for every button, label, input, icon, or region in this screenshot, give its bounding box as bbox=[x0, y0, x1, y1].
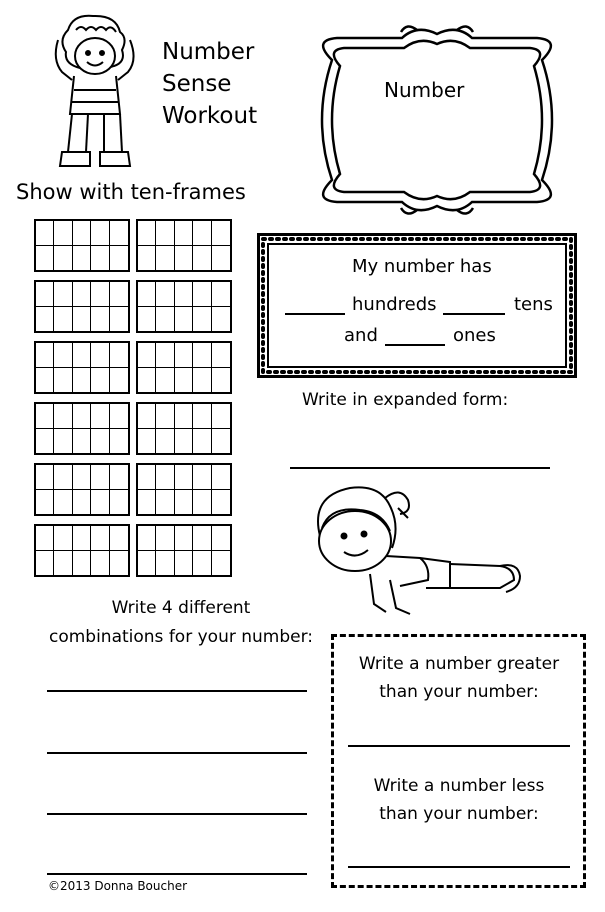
less-answer-line[interactable] bbox=[348, 866, 570, 868]
and-label: and bbox=[344, 325, 378, 346]
ten-frame[interactable] bbox=[136, 280, 232, 333]
title-line-1: Number bbox=[162, 39, 255, 65]
copyright-text: ©2013 Donna Boucher bbox=[48, 879, 188, 893]
expanded-form-prompt: Write in expanded form: bbox=[302, 390, 509, 410]
ten-frame[interactable] bbox=[136, 402, 232, 455]
combinations-prompt-line-2: combinations for your number: bbox=[48, 627, 314, 647]
combination-answer-line-1[interactable] bbox=[47, 690, 307, 692]
ten-frame[interactable] bbox=[34, 402, 130, 455]
frame-label: Number bbox=[384, 78, 465, 102]
ten-frame[interactable] bbox=[34, 524, 130, 577]
ten-frame[interactable] bbox=[136, 341, 232, 394]
ten-frame[interactable] bbox=[34, 341, 130, 394]
greater-prompt bbox=[340, 650, 578, 706]
ten-frames-heading: Show with ten-frames bbox=[16, 180, 246, 204]
ten-frame[interactable] bbox=[34, 463, 130, 516]
greater-prompt-line-2: than your number: bbox=[379, 682, 539, 702]
tens-blank[interactable] bbox=[443, 313, 505, 315]
less-prompt bbox=[340, 772, 578, 828]
ten-frame[interactable] bbox=[34, 280, 130, 333]
expanded-form-answer-line[interactable] bbox=[290, 467, 550, 469]
combinations-prompt-line-1: Write 4 different bbox=[111, 598, 251, 618]
worksheet-title bbox=[162, 36, 257, 132]
combination-answer-line-2[interactable] bbox=[47, 752, 307, 754]
less-prompt-line-1: Write a number less bbox=[373, 776, 545, 796]
ornate-frame-icon bbox=[292, 20, 582, 220]
title-line-2: Sense bbox=[162, 71, 232, 97]
combinations-prompt bbox=[36, 594, 326, 652]
place-value-line1: My number has bbox=[352, 256, 492, 277]
boy-clipart-icon bbox=[38, 10, 148, 175]
combination-answer-line-3[interactable] bbox=[47, 813, 307, 815]
ten-frame[interactable] bbox=[136, 463, 232, 516]
hundreds-blank[interactable] bbox=[285, 313, 345, 315]
ones-blank[interactable] bbox=[385, 344, 445, 346]
tens-label: tens bbox=[514, 294, 553, 315]
ten-frame[interactable] bbox=[34, 219, 130, 272]
ten-frame[interactable] bbox=[136, 219, 232, 272]
combination-answer-line-4[interactable] bbox=[47, 873, 307, 875]
title-line-3: Workout bbox=[162, 103, 258, 129]
girl-plank-clipart-icon bbox=[300, 476, 530, 626]
greater-answer-line[interactable] bbox=[348, 745, 570, 747]
greater-prompt-line-1: Write a number greater bbox=[358, 654, 560, 674]
hundreds-label: hundreds bbox=[352, 294, 437, 315]
ones-label: ones bbox=[453, 325, 496, 346]
ten-frame[interactable] bbox=[136, 524, 232, 577]
less-prompt-line-2: than your number: bbox=[379, 804, 539, 824]
